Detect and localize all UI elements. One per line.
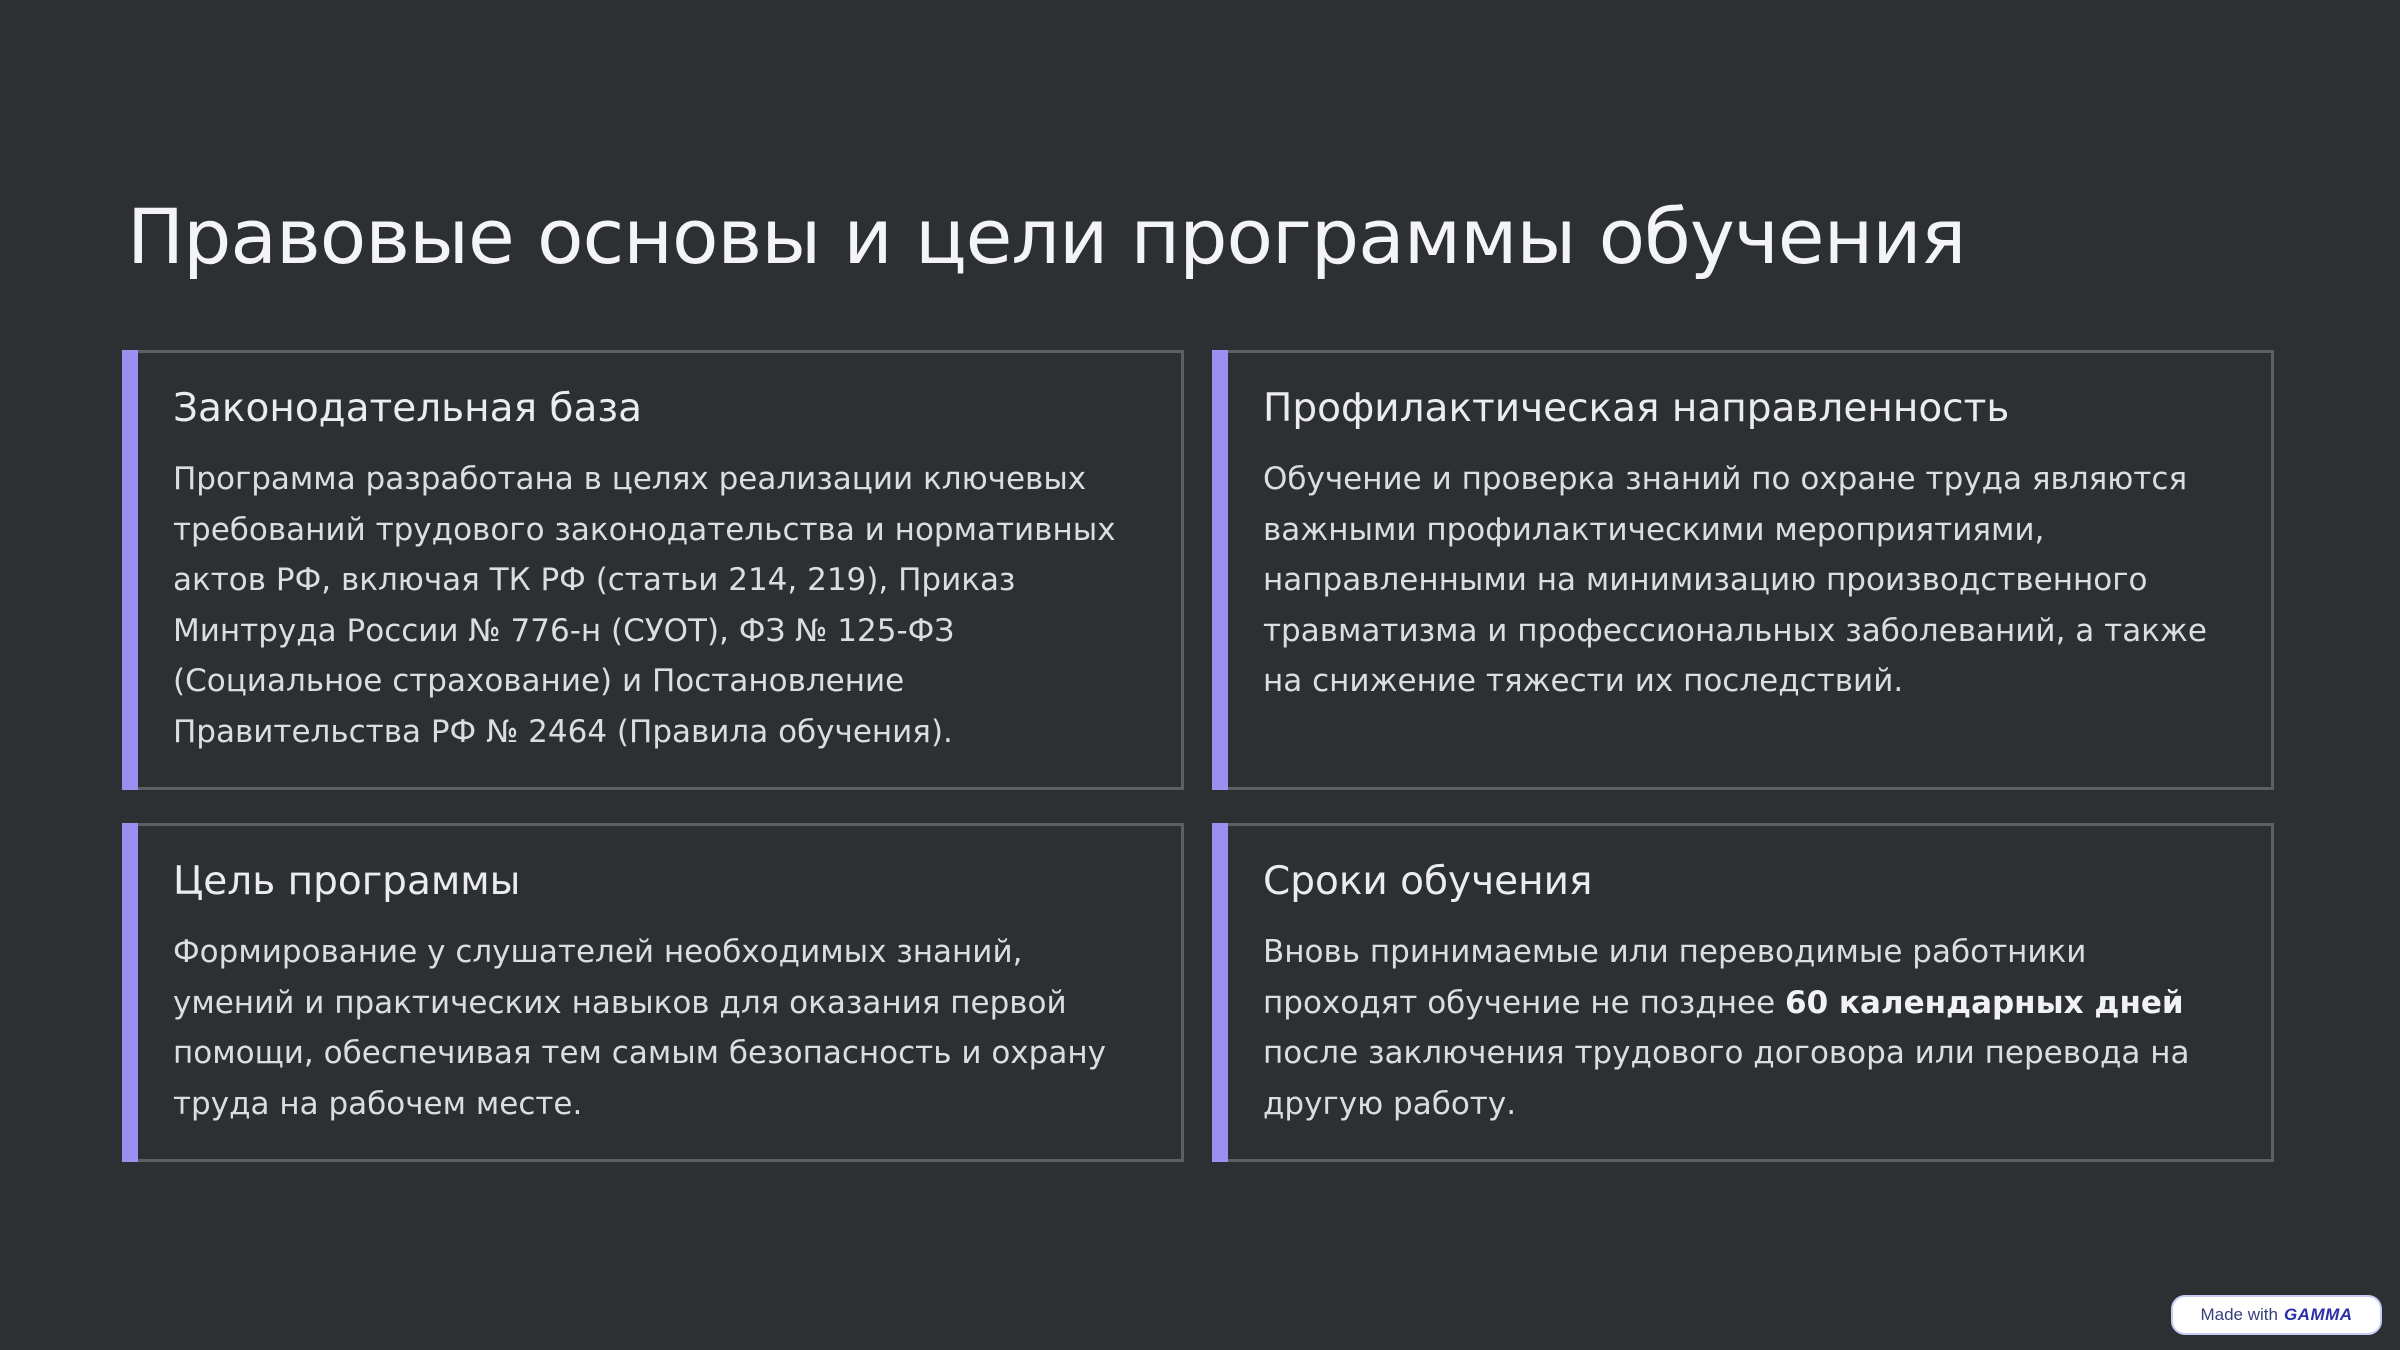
card-title: Законодательная база bbox=[173, 386, 643, 431]
page-title: Правовые основы и цели программы обучения bbox=[127, 192, 1966, 281]
card-accent-bar bbox=[1212, 350, 1228, 790]
card-legal-basis bbox=[122, 350, 1184, 790]
card-body-text: Вновь принимаемые или переводимые работники проходят обучение не позднее bbox=[1263, 934, 2087, 1021]
gamma-logo: GAMMA bbox=[2283, 1305, 2353, 1324]
card-title: Цель программы bbox=[173, 859, 521, 904]
card-body bbox=[1263, 927, 2231, 1129]
card-program-goal bbox=[122, 823, 1184, 1162]
card-accent-bar bbox=[1212, 823, 1228, 1162]
card-body: Обучение и проверка знаний по охране труда являются важными профилактическими мероприятиями, направленными на минимизацию производственного травматизма и профессиональных заболеваний, а также на снижение тяжести их последствий. bbox=[1263, 461, 2207, 699]
card-title: Профилактическая направленность bbox=[1263, 386, 2010, 431]
card-body: Программа разработана в целях реализации ключевых требований трудового законодательства и нормативных актов РФ, включая ТК РФ (статьи 214, 219), Приказ Минтруда России № 776-н (СУОТ), ФЗ № 125-ФЗ (Социальное страхование) и Постановление Правительства РФ № 2464 (Правила обучения). bbox=[173, 461, 1116, 750]
card-title: Сроки обучения bbox=[1263, 859, 1593, 904]
card-body-text: после заключения трудового договора или перевода на другую работу. bbox=[1263, 1035, 2190, 1122]
made-with-gamma-badge[interactable] bbox=[2171, 1295, 2382, 1335]
card-accent-bar bbox=[122, 823, 138, 1162]
card-body-highlight: 60 календарных дней bbox=[1785, 984, 2184, 1021]
card-training-terms bbox=[1212, 823, 2274, 1162]
card-prevention-focus bbox=[1212, 350, 2274, 790]
badge-prefix: Made with bbox=[2200, 1305, 2278, 1324]
card-accent-bar bbox=[122, 350, 138, 790]
card-body: Формирование у слушателей необходимых знаний, умений и практических навыков для оказания первой помощи, обеспечивая тем самым безопасность и охрану труда на рабочем месте. bbox=[173, 934, 1106, 1122]
